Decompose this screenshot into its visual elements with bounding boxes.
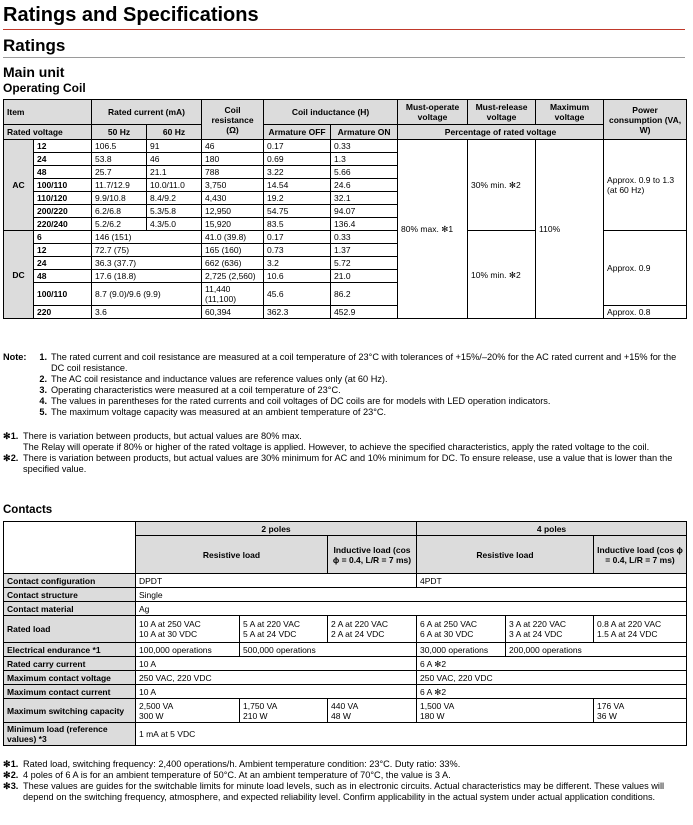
hdr-50hz: 50 Hz: [92, 125, 147, 140]
cell: 0.17: [264, 231, 331, 244]
cell: 106.5: [92, 140, 147, 153]
cell: 10 A at 250 VAC 10 A at 30 VDC: [136, 616, 240, 643]
cell: 176 VA 36 W: [594, 699, 687, 723]
cell: Ag: [136, 602, 687, 616]
star-note-label: ✻2.: [3, 770, 19, 780]
power-ac: Approx. 0.9 to 1.3 (at 60 Hz): [604, 140, 687, 231]
row-label: Contact material: [4, 602, 136, 616]
cell: 8.7 (9.0)/9.6 (9.9): [92, 283, 202, 306]
hdr-inductive-2p: Inductive load (cos ϕ = 0.4, L/R = 7 ms): [328, 536, 417, 574]
star-note-label: ✻1.: [3, 431, 19, 441]
note-number: 3.: [39, 385, 47, 395]
cell: 36.3 (37.7): [92, 257, 202, 270]
cell: 1 mA at 5 VDC: [136, 723, 687, 746]
cell: 3 A at 220 VAC 3 A at 24 VDC: [506, 616, 594, 643]
cell: 86.2: [331, 283, 398, 306]
max-voltage-value: 110%: [536, 140, 604, 319]
cell: 15,920: [202, 218, 264, 231]
cell: 440 VA 48 W: [328, 699, 417, 723]
cell: 53.8: [92, 153, 147, 166]
cell: 10.0/11.0: [147, 179, 202, 192]
cell: 1.3: [331, 153, 398, 166]
star-note-row: [3, 442, 688, 453]
hdr-resistive-4p: Resistive load: [417, 536, 594, 574]
note-text: Operating characteristics were measured at a coil temperature of 23°C.: [51, 385, 341, 395]
cell: 83.5: [264, 218, 331, 231]
star-note-row: [3, 453, 688, 475]
cell: 3,750: [202, 179, 264, 192]
cell: 46: [202, 140, 264, 153]
note-row: [3, 374, 688, 385]
star-note-label: ✻1.: [3, 759, 19, 769]
title-rule: [3, 29, 685, 30]
row-label: Rated carry current: [4, 657, 136, 671]
cell: 3.22: [264, 166, 331, 179]
power-dc-220: Approx. 0.8: [604, 306, 687, 319]
cell: 2,500 VA 300 W: [136, 699, 240, 723]
contacts-table: [3, 521, 687, 746]
section-title-ratings: Ratings: [3, 36, 66, 55]
row-label: Contact configuration: [4, 574, 136, 588]
subsection-title-main-unit: Main unit: [3, 64, 65, 80]
cell: 91: [147, 140, 202, 153]
hdr-4-poles: 4 poles: [417, 522, 687, 536]
note-text: The values in parentheses for the rated currents and coil voltages of DC coils are for models with LED operation indicators.: [51, 396, 551, 406]
cell: 3.6: [92, 306, 202, 319]
cell: 12,950: [202, 205, 264, 218]
hdr-power-consumption: Power consumption (VA, W): [604, 100, 687, 140]
dc-voltage: 100/110: [34, 283, 92, 306]
cell: 94.07: [331, 205, 398, 218]
cell: 72.7 (75): [92, 244, 202, 257]
row-label: Electrical endurance *1: [4, 643, 136, 657]
note-row: [3, 396, 688, 407]
must-release-dc: 10% min. ✻2: [468, 231, 536, 319]
row-label: Maximum contact current: [4, 685, 136, 699]
section-rule: [3, 57, 685, 58]
cell: 9.9/10.8: [92, 192, 147, 205]
cell: 1,750 VA 210 W: [240, 699, 328, 723]
hdr-must-operate: Must-operate voltage: [398, 100, 468, 125]
hdr-max-voltage: Maximum voltage: [536, 100, 604, 125]
cell: 8.4/9.2: [147, 192, 202, 205]
hdr-item: Item: [4, 100, 92, 125]
note-text: The rated current and coil resistance are measured at a coil temperature of 23°C with tolerances of +15%/–20% for the AC rated current and +15% for the DC coil resistance.: [51, 352, 677, 373]
cell: 21.0: [331, 270, 398, 283]
star-note-text: There is variation between products, but actual values are 30% minimum for AC and 10% minimum for DC. To ensure release, use a value that is lower than the specified value.: [23, 453, 673, 474]
cell: 662 (636): [202, 257, 264, 270]
hdr-resistive-2p: Resistive load: [136, 536, 328, 574]
cell: 4.3/5.0: [147, 218, 202, 231]
star-note-row: [3, 431, 688, 442]
cell: DPDT: [136, 574, 417, 588]
cell: 10 A: [136, 657, 417, 671]
dc-voltage: 12: [34, 244, 92, 257]
cell: 5.66: [331, 166, 398, 179]
hdr-coil-resistance: Coil resistance (Ω): [202, 100, 264, 140]
hdr-percentage: Percentage of rated voltage: [398, 125, 604, 140]
cell: 11.7/12.9: [92, 179, 147, 192]
cell: 0.73: [264, 244, 331, 257]
star-note-text: The Relay will operate if 80% or higher of the rated voltage is applied. However, to achieve the specified characteristics, apply the rated voltage to the coil.: [23, 442, 650, 452]
cell: 14.54: [264, 179, 331, 192]
cell: 5.3/5.8: [147, 205, 202, 218]
cell: 2 A at 220 VAC 2 A at 24 VDC: [328, 616, 417, 643]
cell: 250 VAC, 220 VDC: [136, 671, 417, 685]
dc-voltage: 48: [34, 270, 92, 283]
cell: Single: [136, 588, 687, 602]
contacts-corner: [4, 522, 136, 574]
star-note-label: ✻3.: [3, 781, 19, 791]
star-note-row: [3, 770, 688, 781]
hdr-coil-inductance: Coil inductance (H): [264, 100, 398, 125]
cell: 500,000 operations: [240, 643, 417, 657]
note-row: [3, 352, 688, 374]
page-title: Ratings and Specifications: [3, 4, 259, 26]
hdr-armature-off: Armature OFF: [264, 125, 331, 140]
cell: 54.75: [264, 205, 331, 218]
cell: 46: [147, 153, 202, 166]
cell: 6 A ✻2: [417, 657, 687, 671]
cell: 4,430: [202, 192, 264, 205]
ac-voltage: 48: [34, 166, 92, 179]
contact-notes: [3, 759, 688, 803]
cell: 0.17: [264, 140, 331, 153]
cell: 0.69: [264, 153, 331, 166]
cell: 250 VAC, 220 VDC: [417, 671, 687, 685]
cell: 1.37: [331, 244, 398, 257]
cell: 25.7: [92, 166, 147, 179]
cell: 1,500 VA 180 W: [417, 699, 594, 723]
ac-voltage: 220/240: [34, 218, 92, 231]
cell: 4PDT: [417, 574, 687, 588]
cell: 0.33: [331, 140, 398, 153]
subsection-title-operating-coil: Operating Coil: [3, 81, 86, 95]
cell: 165 (160): [202, 244, 264, 257]
star-note-text: There is variation between products, but actual values are 80% max.: [23, 431, 302, 441]
cell: 32.1: [331, 192, 398, 205]
hdr-rated-voltage: Rated voltage: [4, 125, 92, 140]
star-note-text: 4 poles of 6 A is for an ambient temperature of 50°C. At an ambient temperature of 70°C, the value is 3 A.: [23, 770, 451, 780]
note-number: 5.: [39, 407, 47, 417]
dc-label: DC: [4, 231, 34, 319]
hdr-2-poles: 2 poles: [136, 522, 417, 536]
cell: 100,000 operations: [136, 643, 240, 657]
ac-voltage: 24: [34, 153, 92, 166]
row-label: Rated load: [4, 616, 136, 643]
ac-label: AC: [4, 140, 34, 231]
cell: 788: [202, 166, 264, 179]
cell: 136.4: [331, 218, 398, 231]
hdr-armature-on: Armature ON: [331, 125, 398, 140]
dc-voltage: 6: [34, 231, 92, 244]
hdr-60hz: 60 Hz: [147, 125, 202, 140]
contacts-title: Contacts: [3, 504, 53, 516]
note-row: [3, 407, 688, 418]
cell: 2,725 (2,560): [202, 270, 264, 283]
row-label: Minimum load (reference values) *3: [4, 723, 136, 746]
cell: 10.6: [264, 270, 331, 283]
must-release-ac: 30% min. ✻2: [468, 140, 536, 231]
cell: 5.2/6.2: [92, 218, 147, 231]
dc-voltage: 220: [34, 306, 92, 319]
cell: 21.1: [147, 166, 202, 179]
cell: 6 A ✻2: [417, 685, 687, 699]
cell: 200,000 operations: [506, 643, 687, 657]
hdr-inductive-4p: Inductive load (cos ϕ = 0.4, L/R = 7 ms): [594, 536, 687, 574]
dc-voltage: 24: [34, 257, 92, 270]
hdr-rated-current: Rated current (mA): [92, 100, 202, 125]
operating-coil-table: [3, 99, 687, 319]
cell: 24.6: [331, 179, 398, 192]
star-note-label: ✻2.: [3, 453, 19, 463]
cell: 452.9: [331, 306, 398, 319]
hdr-must-release: Must-release voltage: [468, 100, 536, 125]
cell: 10 A: [136, 685, 417, 699]
cell: 17.6 (18.8): [92, 270, 202, 283]
cell: 19.2: [264, 192, 331, 205]
note-row: [3, 385, 688, 396]
star-note-text: These values are guides for the switchable limits for minute load levels, such as in electronic circuits. Actual characteristics may be different. These values will depend on the switching frequency, atmosphere, and expected reliability level. Confirm applicability in the actual system under actual application conditions.: [23, 781, 665, 802]
ac-voltage: 110/120: [34, 192, 92, 205]
cell: 5 A at 220 VAC 5 A at 24 VDC: [240, 616, 328, 643]
cell: 6.2/6.8: [92, 205, 147, 218]
cell: 5.72: [331, 257, 398, 270]
cell: 45.6: [264, 283, 331, 306]
cell: 0.8 A at 220 VAC 1.5 A at 24 VDC: [594, 616, 687, 643]
ac-voltage: 12: [34, 140, 92, 153]
power-dc: Approx. 0.9: [604, 231, 687, 306]
star-note-text: Rated load, switching frequency: 2,400 operations/h. Ambient temperature condition: 23°C. Duty ratio: 33%.: [23, 759, 461, 769]
row-label: Maximum switching capacity: [4, 699, 136, 723]
note-number: 1.: [39, 352, 47, 362]
cell: 180: [202, 153, 264, 166]
note-label: Note:: [3, 352, 27, 362]
cell: 41.0 (39.8): [202, 231, 264, 244]
note-number: 4.: [39, 396, 47, 406]
cell: 30,000 operations: [417, 643, 506, 657]
note-text: The AC coil resistance and inductance values are reference values only (at 60 Hz).: [51, 374, 388, 384]
note-text: The maximum voltage capacity was measured at an ambient temperature of 23°C.: [51, 407, 387, 417]
ac-voltage: 100/110: [34, 179, 92, 192]
cell: 60,394: [202, 306, 264, 319]
cell: 11,440 (11,100): [202, 283, 264, 306]
cell: 362.3: [264, 306, 331, 319]
cell: 3.2: [264, 257, 331, 270]
star-note-row: [3, 759, 688, 770]
row-label: Contact structure: [4, 588, 136, 602]
cell: 146 (151): [92, 231, 202, 244]
coil-notes: [3, 352, 688, 418]
star-note-row: [3, 781, 688, 803]
coil-star-notes: [3, 431, 688, 475]
cell: 0.33: [331, 231, 398, 244]
cell: 6 A at 250 VAC 6 A at 30 VDC: [417, 616, 506, 643]
must-operate-value: 80% max. ✻1: [398, 140, 468, 319]
ac-voltage: 200/220: [34, 205, 92, 218]
row-label: Maximum contact voltage: [4, 671, 136, 685]
note-number: 2.: [39, 374, 47, 384]
